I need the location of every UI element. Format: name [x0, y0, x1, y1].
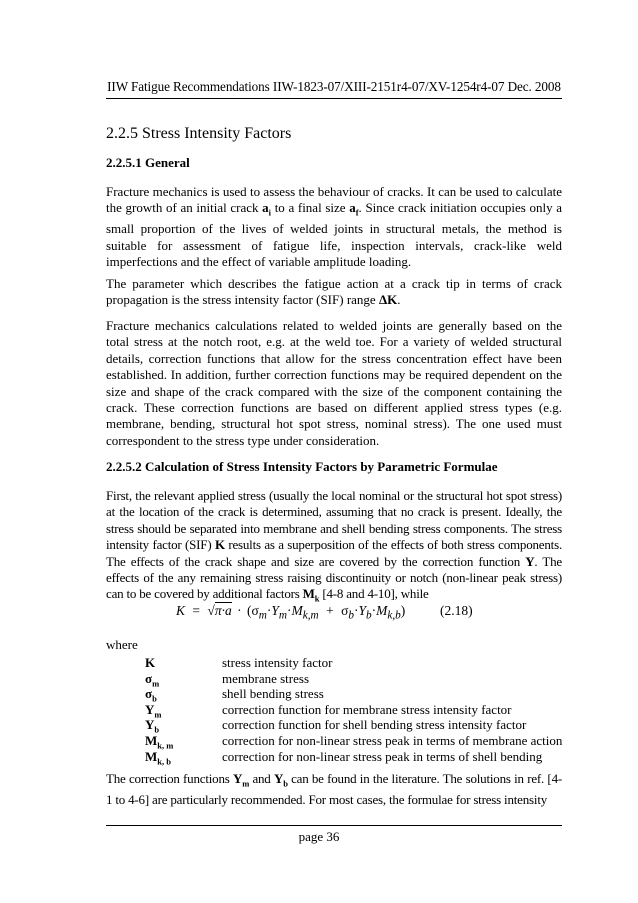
initial-crack-symbol: $a_i$ [262, 200, 272, 218]
subsection-heading-general: 2.2.5.1 General [106, 155, 190, 170]
legend-row: K stress intensity factor [145, 655, 333, 670]
paragraph-general-3: Fracture mechanics calculations related to welded joints are generally based on the total stress at the notch root, e.g. at the weld toe. For a variety of welded structural details, correction functions that allow for the stress concentration effect have been established. In addition, further correction functions may be required dependent on the size and shape of the crack compared with the size of the component containing the crack. These correction functions are based on different applied stress types (e.g. membrane, bending, structural hot spot stress, nominal stress). The one used must correspondent to the stress type under consideration. [106, 318, 562, 448]
sif-range-symbol: ΔK [378, 292, 398, 308]
paragraph-closing: The correction functions $Y_m$ and $Y_b$ can be found in the literature. The solutions in ref. [4-1 to 4-6] are particularly recommended. For most cases, the formulae for stress intensity [106, 771, 562, 807]
equation-number: (2.18) [440, 603, 473, 618]
section-title: 2.2.5 Stress Intensity Factors [106, 125, 292, 142]
symbol-legend [145, 655, 575, 767]
paragraph-general-2: The parameter which describes the fatigue action at a crack tip in terms of crack propagation is the stress intensity factor (SIF) range ΔK. [106, 276, 562, 308]
header-rule [106, 98, 562, 99]
paragraph-parametric-1: First, the relevant applied stress (usually the local nominal or the structural hot spot stress) at the location of the crack is determined, assuming that no crack is present. Ideally, the stress should be separated into membrane and shell bending stress components. The stress intensity factor (SIF) K results as a superposition of the effects of both stress components. The effects of the crack shape and size are covered by the correction function Y. The effects of the any remaining stress raising discontinuity or notch (non-linear peak stress) can to be covered by additional factors $M_k$ [4-8 and 4-10], while [106, 488, 562, 605]
legend-row: $M_{k, m}$ correction for non-linear stress peak in terms of membrane action [145, 732, 563, 751]
where-label: where [106, 637, 138, 652]
legend-row: $M_{k, b}$ correction for non-linear stress peak in terms of shell bending [145, 748, 543, 767]
legend-row: $Y_m$ correction function for membrane stress intensity factor [145, 701, 512, 720]
equation-2-18: $K = √\pi\cdot a \cdot (\sigma_m\cdot Y_m\cdot M_{k,m} + \sigma_b\cdot Y_b\cdot M_{k,b})$ (2.18) [176, 603, 473, 622]
legend-row: $\sigma_m$ membrane stress [145, 670, 310, 689]
footer-rule [106, 825, 562, 826]
legend-row: $\sigma_b$ shell bending stress [145, 686, 324, 704]
subsection-heading-parametric: 2.2.5.2 Calculation of Stress Intensity Factors by Parametric Formulae [106, 459, 498, 474]
paragraph-general-1: Fracture mechanics is used to assess the behaviour of cracks. It can be used to calculate the growth of an initial crack $a_i$ to a final size $a_f$. Since crack initiation occupies only a small proportion of the lives of welded joints in structural metals, the method is suitable for assessment of fatigue life, inspection intervals, crack-like weld imperfections and the effect of variable amplitude loading. [106, 184, 563, 270]
page-number: page 36 [298, 829, 340, 844]
final-crack-symbol: $a_f$ [349, 200, 359, 218]
running-header: IIW Fatigue Recommendations IIW-1823-07/XIII-2151r4-07/XV-1254r4-07 Dec. 2008 [107, 79, 561, 94]
mk-symbol: $M_k$ [302, 586, 320, 605]
legend-row: $Y_b$ correction function for shell bending stress intensity factor [145, 717, 527, 735]
